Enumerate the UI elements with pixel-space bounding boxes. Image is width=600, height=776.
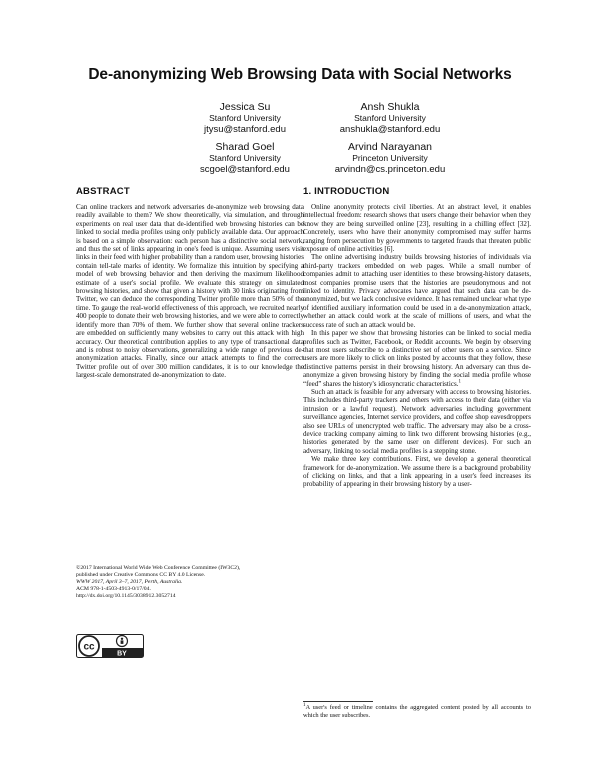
author-email: arvindn@cs.princeton.edu [334,164,446,175]
doi-link[interactable]: http://dx.doi.org/10.1145/3038912.3052714 [76,593,176,599]
isbn-line: ACM 978-1-4503-4913-0/17/04. [76,586,151,592]
author-name: Sharad Goel [215,141,275,153]
footnote-divider [303,701,373,702]
conference-line: WWW 2017, April 3–7, 2017, Perth, Australia. [76,579,183,585]
author-name: Jessica Su [219,101,271,113]
author-name: Arvind Narayanan [347,141,433,153]
footnote [303,704,531,720]
creative-commons-icon [76,634,144,658]
paper-title: De-anonymizing Web Browsing Data with Social Networks [88,66,512,83]
author-email: jtysu@stanford.edu [204,124,286,135]
author-email: anshukla@stanford.edu [339,124,441,135]
footnote-text: A user's feed or timeline contains the aggregated content posted by all accounts to which the user subscribes. [303,704,531,719]
author-affiliation: Princeton University [352,153,428,163]
body-paragraph: The online advertising industry builds browsing histories of individuals via third-party trackers embedded on web pages. While a small number of companies admit to attaching user identities to these browsing-history datasets, most companies promise users that the histories are pseudonymous and not linked to identity. Privacy advocates have argued that such data can be de-anonymized, but we lack conclusive evidence. It has remained unclear what type of identified auxiliary information could be used in a de-anonymization attack, whether an attack could work at the scale of millions of users, and what the success rate of such an attack would be. [303,253,531,329]
copyright-notice [76,565,304,600]
author-affiliation: Stanford University [209,113,281,123]
right-column [303,186,531,489]
author-email: scgoel@stanford.edu [200,164,290,175]
footnote-number: 1 [303,702,306,708]
abstract-heading: ABSTRACT [76,186,130,197]
paragraph-text: In this paper we show that browsing histories can be linked to social media profiles such as Twitter, Facebook, or Reddit accounts. We begin by observing that most users subscribe to a distinctive set of other users on a service. Since users are more likely to click on links posted by accounts that they follow, these distinctive patterns persist in their browsing history. An adversary can thus de-anonymize a given browsing history by finding the social media profile whose “feed” shares the history's idiosyncratic characteristics. [303,329,531,388]
cc-logo-text: cc [83,641,95,653]
cc-by-label: BY [117,650,127,658]
body-paragraph: We make three key contributions. First, we develop a general theoretical framework for de-anonymization. We assume there is a background probability of clicking on links, and that a link appearing in a user's feed increases its probability of appearing in their browsing history by a user- [303,455,531,489]
copyright-line: published under Creative Commons CC BY 4.0 License. [76,572,206,578]
author-affiliation: Stanford University [209,153,281,163]
body-paragraph [303,329,531,388]
introduction-heading: 1. INTRODUCTION [303,186,390,197]
footnote-marker: 1 [458,379,461,385]
abstract-text: Can online trackers and network adversaries de-anonymize web browsing data readily available to them? We show theoretically, via simulation, and through experiments on real user data that de-identified web browsing histories can be linked to social media profiles using only publicly available data. Our approach is based on a simple observation: each person has a distinctive social network, and thus the set of links appearing in one's feed is unique. Assuming users visit links in their feed with higher probability than a random user, browsing histories contain tell-tale marks of identity. We formalize this intuition by specifying a model of web browsing behavior and then deriving the maximum likelihood estimate of a user's social profile. We evaluate this strategy on simulated browsing histories, and show that given a history with 30 links originating from Twitter, we can deduce the corresponding Twitter profile more than 50% of the time. To gauge the real-world effectiveness of this approach, we recruited nearly 400 people to donate their web browsing histories, and we were able to correctly identify more than 70% of them. We further show that several online trackers are embedded on sufficiently many websites to carry out this attack with high accuracy. Our theoretical contribution applies to any type of transactional data and is robust to noisy observations, generalizing a wide range of previous de-anonymization attacks. Finally, since our attack attempts to find the correct Twitter profile out of over 300 million candidates, it is to our knowledge the largest-scale demonstrated de-anonymization to date. [76,203,304,380]
body-paragraph: Such an attack is feasible for any adversary with access to browsing histories. This includes third-party trackers and others with access to their data (either via intrusion or a lawful request). Network adversaries including government surveillance agencies, Internet service providers, and coffee shop eavesdroppers also see URLs of unencrypted web traffic. The adversary may also be a cross-device tracking company aiming to link two different browsing histories (e.g., histories generated by the same user on different devices). For such an adversary, linking to social media profiles is a stepping stone. [303,387,531,455]
left-column [76,186,304,380]
author-block [305,142,475,175]
copyright-line: ©2017 International World Wide Web Conference Committee (IW3C2), [76,565,241,571]
body-paragraph: Online anonymity protects civil liberties. At an abstract level, it enables intellectual freedom: research shows that users change their behavior when they know they are being surveilled online [23], resulting in a chilling effect [32]. Concretely, users who have their anonymity compromised may suffer harms ranging from persecution by governments to targeted frauds that threaten public exposure of online activities [6]. [303,203,531,254]
author-name: Ansh Shukla [360,101,420,113]
author-affiliation: Stanford University [354,113,426,123]
author-block [305,102,475,135]
